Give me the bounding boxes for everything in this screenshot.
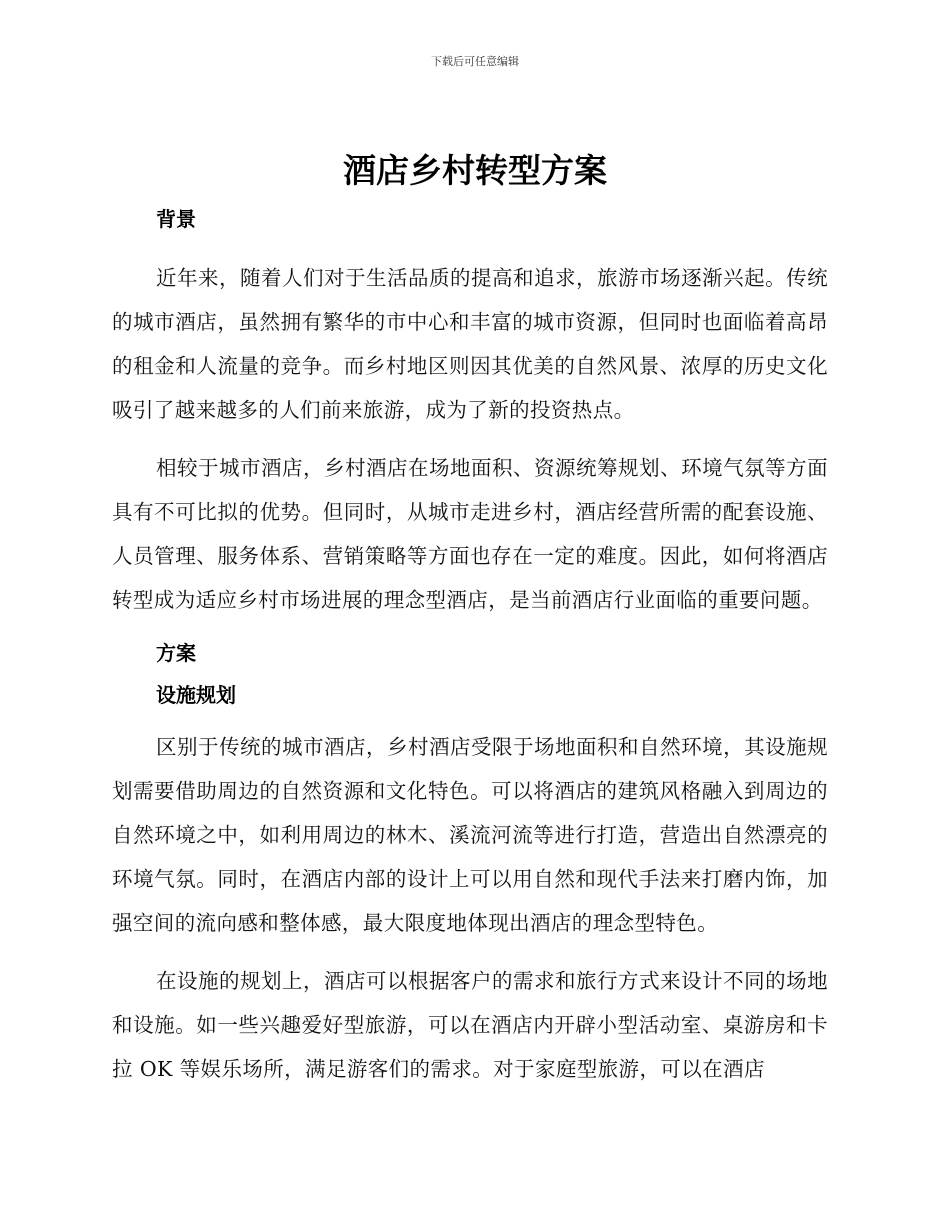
section-heading-plan: 方案 [156,641,196,665]
paragraph-facility-2: 在设施的规划上，酒店可以根据客户的需求和旅行方式来设计不同的场地和设施。如一些兴趣爱好型旅游，可以在酒店内开辟小型活动室、桌游房和卡拉 OK 等娱乐场所，满足游客们的需求。对于家庭型旅游，可以在酒店 [112,969,828,1081]
section-heading-background: 背景 [156,207,196,231]
document-body [112,202,828,1105]
section-heading-facility: 设施规划 [156,683,236,707]
paragraph-background-1: 近年来，随着人们对于生活品质的提高和追求，旅游市场逐渐兴起。传统的城市酒店，虽然拥有繁华的市中心和丰富的城市资源，但同时也面临着高昂的租金和人流量的竞争。而乡村地区则因其优美的自然风景、浓厚的历史文化吸引了越来越多的人们前来旅游，成为了新的投资热点。 [112,266,828,422]
page-header: 下载后可任意编辑 [431,55,519,68]
paragraph-background-2: 相较于城市酒店，乡村酒店在场地面积、资源统筹规划、环境气氛等方面具有不可比拟的优势。但同时，从城市走进乡村，酒店经营所需的配套设施、人员管理、服务体系、营销策略等方面也存在一定的难度。因此，如何将酒店转型成为适应乡村市场进展的理念型酒店，是当前酒店行业面临的重要问题。 [112,456,828,612]
document-title: 酒店乡村转型方案 [343,151,607,190]
paragraph-facility-1: 区别于传统的城市酒店，乡村酒店受限于场地面积和自然环境，其设施规划需要借助周边的自然资源和文化特色。可以将酒店的建筑风格融入到周边的自然环境之中，如利用周边的林木、溪流河流等进行打造，营造出自然漂亮的环境气氛。同时，在酒店内部的设计上可以用自然和现代手法来打磨内饰，加强空间的流向感和整体感，最大限度地体现出酒店的理念型特色。 [112,735,828,935]
